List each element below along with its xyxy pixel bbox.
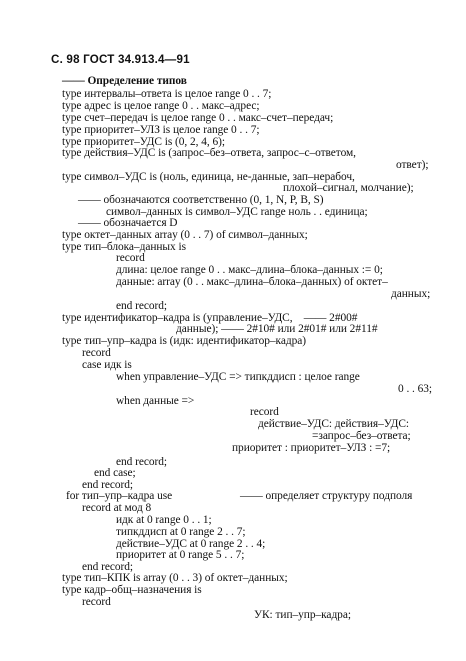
code-line: действие–УДС: действия–УДС:: [258, 418, 409, 430]
code-line: —— обозначается D: [78, 217, 178, 229]
code-line: type интервалы–ответа is целое range 0 . . 7;: [62, 88, 272, 100]
code-line: длина: целое range 0 . . макс–длина–блока–данных := 0;: [116, 264, 383, 276]
code-line: ответ);: [396, 159, 429, 171]
code-line: end record;: [82, 479, 133, 491]
code-line: end record;: [82, 561, 133, 573]
code-line: приоритет : приоритет–УЛЗ : =7;: [232, 442, 391, 454]
code-line: when данные =>: [116, 395, 195, 407]
code-line: 0 . . 63;: [398, 383, 433, 395]
code-line: =запрос–без–ответа;: [312, 430, 411, 442]
code-line: type приоритет–УДС is (0, 2, 4, 6);: [62, 136, 225, 148]
code-line: type адрес is целое range 0 . . макс–адрес;: [62, 100, 260, 112]
page-header: С. 98 ГОСТ 34.913.4—91: [51, 53, 190, 66]
code-line: end case;: [94, 467, 136, 479]
code-line: данные); —— 2#10# или 2#01# или 2#11#: [176, 323, 378, 335]
code-line: record at мод 8: [82, 502, 152, 514]
code-line: type действия–УДС is (запрос–без–ответа, запрос–с–ответом,: [62, 147, 356, 159]
code-line: приоритет at 0 range 5 . . 7;: [116, 549, 245, 561]
code-line: type тип–КПК is array (0 . . 3) of октет–данных;: [62, 572, 288, 584]
code-line: символ–данных is символ–УДС range ноль . . единица;: [106, 206, 368, 218]
code-line: —— обозначаются соответственно (0, 1, N, P, B, S): [78, 194, 324, 206]
code-line: type кадр–общ–назначения is: [62, 584, 202, 596]
code-line: type идентификатор–кадра is (управление–УДС, —— 2#00#: [62, 312, 358, 324]
code-line: type символ–УДС is (ноль, единица, не-данные, зап–нерабоч,: [62, 171, 355, 183]
code-line: record: [82, 596, 111, 608]
code-line: данные: array (0 . . макс–длина–блока–данных) of октет–: [116, 276, 388, 288]
code-line: типкддисп at 0 range 2 . . 7;: [116, 526, 246, 538]
code-line: type тип–блока–данных is: [62, 241, 186, 253]
code-line: case идк is: [82, 359, 132, 371]
code-line: —— Определение типов: [62, 75, 187, 87]
code-line: type счет–передач is целое range 0 . . макс–счет–передач;: [62, 112, 334, 124]
code-line: type тип–упр–кадра is (идк: идентификатор–кадра): [62, 335, 306, 347]
code-line: record: [116, 252, 145, 264]
code-line: плохой–сигнал, молчание);: [283, 182, 414, 194]
code-line: end record;: [116, 456, 167, 468]
code-line: данных;: [391, 288, 431, 300]
code-line: type октет–данных array (0 . . 7) of символ–данных;: [62, 229, 308, 241]
code-line: действие–УДС at 0 range 2 . . 4;: [116, 538, 266, 550]
code-line: record: [250, 406, 279, 418]
code-line: —— определяет структуру подполя: [240, 490, 413, 502]
code-line: record: [82, 347, 111, 359]
code-line: идк at 0 range 0 . . 1;: [116, 514, 212, 526]
code-line: when управление–УДС => типкддисп : целое range: [116, 371, 360, 383]
code-line: type приоритет–УЛЗ is целое range 0 . . 7;: [62, 124, 260, 136]
code-line: end record;: [116, 300, 167, 312]
code-line: УК: тип–упр–кадра;: [254, 609, 351, 621]
code-line: for тип–упр–кадра use: [66, 490, 173, 502]
